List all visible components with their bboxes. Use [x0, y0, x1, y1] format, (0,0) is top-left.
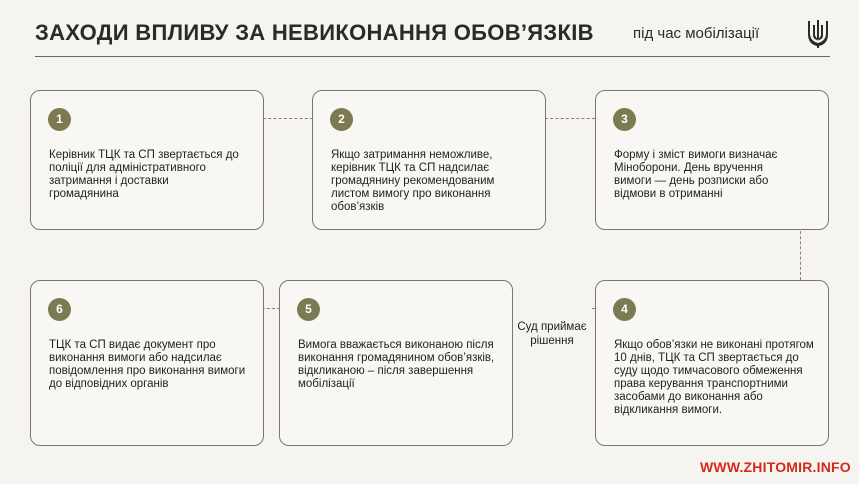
step-text: ТЦК та СП видає документ про виконання вимоги або надсилає повідомлення про виконання вимоги до відповідних органів: [49, 339, 246, 390]
step-number-badge: 1: [48, 108, 71, 131]
site-watermark: WWW.ZHITOMIR.INFO: [700, 459, 851, 475]
step-card-3: [595, 90, 829, 230]
step-number-badge: 3: [613, 108, 636, 131]
step-card-6: [30, 280, 264, 446]
page-title: ЗАХОДИ ВПЛИВУ ЗА НЕВИКОНАННЯ ОБОВ’ЯЗКІВ: [35, 20, 594, 45]
header-divider: [35, 56, 830, 57]
step-text: Вимога вважається виконаною після виконання громадянином обов’язків, відкликаною – після завершення мобілізації: [298, 339, 495, 390]
trident-sword-icon: [806, 19, 830, 49]
page-subtitle: під час мобілізації: [633, 25, 760, 42]
connector-1-2: [263, 118, 313, 119]
step-text: Якщо обов’язки не виконані протягом 10 днів, ТЦК та СП звертається до суду щодо тимчасового обмеження права керування транспортними засобами до виконання або відкликання вимоги.: [614, 339, 814, 416]
step-card-1: [30, 90, 264, 230]
step-number-badge: 2: [330, 108, 353, 131]
step-number-badge: 4: [613, 298, 636, 321]
step-card-4: [595, 280, 829, 446]
step-card-5: [279, 280, 513, 446]
step-text: Якщо затримання неможливе, керівник ТЦК та СП надсилає громадянину рекомендованим листом вимогу про виконання обов’язків: [331, 149, 495, 213]
step-number-badge: 6: [48, 298, 71, 321]
step-text: Форму і зміст вимоги визначає Міноборони. День вручення вимоги — день розписки або відмови в отриманні: [614, 149, 778, 200]
connector-2-3: [545, 118, 595, 119]
step-number-badge: 5: [297, 298, 320, 321]
step-text: Керівник ТЦК та СП звертається до поліції для адміністративного затримання і доставки громадянина: [49, 149, 239, 200]
connector-label: Суд приймає рішення: [517, 321, 587, 347]
step-card-2: [312, 90, 546, 230]
